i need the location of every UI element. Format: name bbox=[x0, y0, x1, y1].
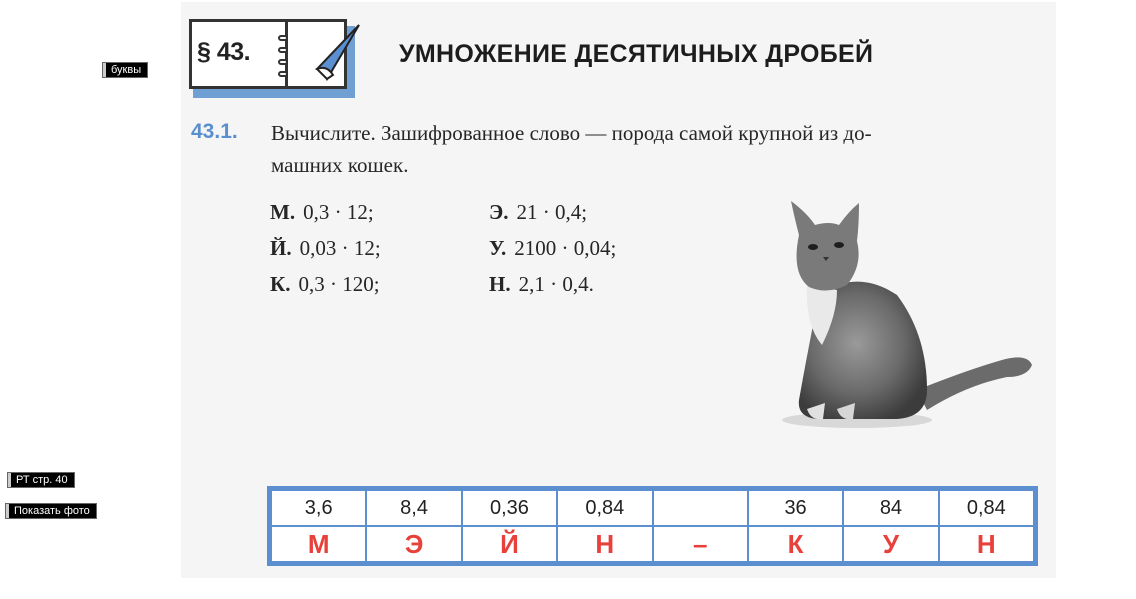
answer-grid bbox=[270, 489, 1035, 563]
answer-letters-row bbox=[271, 526, 1034, 562]
answer-letter-cell: – bbox=[653, 526, 748, 562]
answer-value-cell: 36 bbox=[748, 490, 843, 526]
textbook-page bbox=[181, 2, 1056, 578]
answer-letter-cell: К bbox=[748, 526, 843, 562]
expression-letter: У. bbox=[489, 236, 507, 260]
expression-value: 0,03 · 12; bbox=[299, 236, 381, 260]
answer-value-cell: 8,4 bbox=[366, 490, 461, 526]
expression-letter: Н. bbox=[489, 272, 511, 296]
expression-value: 0,3 · 12; bbox=[303, 200, 374, 224]
expression-value: 2,1 · 0,4. bbox=[518, 272, 594, 296]
notebook-spring-icon bbox=[278, 35, 288, 41]
letters-button[interactable]: буквы bbox=[102, 62, 148, 78]
expression-i bbox=[270, 236, 381, 261]
show-photo-button[interactable]: Показать фото bbox=[5, 503, 97, 519]
answer-value-cell: 84 bbox=[843, 490, 938, 526]
expression-value: 2100 · 0,04; bbox=[514, 236, 617, 260]
answer-value-cell: 0,84 bbox=[557, 490, 652, 526]
expression-m bbox=[270, 200, 374, 225]
expression-value: 21 · 0,4; bbox=[516, 200, 588, 224]
expression-letter: М. bbox=[270, 200, 296, 224]
page-fold-arrow-icon bbox=[309, 21, 365, 83]
expression-e bbox=[489, 200, 587, 225]
answer-value-cell: 3,6 bbox=[271, 490, 366, 526]
expression-n bbox=[489, 272, 594, 297]
answer-value-cell: 0,36 bbox=[462, 490, 557, 526]
answer-values-row bbox=[271, 490, 1034, 526]
notebook-spring-icon bbox=[278, 59, 288, 65]
answer-letter-cell: Н bbox=[939, 526, 1034, 562]
workbook-page-button[interactable]: РТ стр. 40 bbox=[7, 472, 75, 488]
answer-letter-cell: У bbox=[843, 526, 938, 562]
answer-table bbox=[267, 486, 1038, 566]
expression-letter: Э. bbox=[489, 200, 509, 224]
answer-letter-cell: Й bbox=[462, 526, 557, 562]
answer-value-cell: 0,84 bbox=[939, 490, 1034, 526]
answer-letter-cell: Э bbox=[366, 526, 461, 562]
task-text-line-2: машних кошек. bbox=[271, 153, 409, 177]
expression-letter: Й. bbox=[270, 236, 292, 260]
section-title: УМНОЖЕНИЕ ДЕСЯТИЧНЫХ ДРОБЕЙ bbox=[399, 40, 874, 68]
paragraph-number: § 43. bbox=[197, 38, 251, 66]
answer-value-cell bbox=[653, 490, 748, 526]
task-text-line-1: Вычислите. Зашифрованное слово — порода самой крупной из до- bbox=[271, 121, 872, 145]
answer-letter-cell: М bbox=[271, 526, 366, 562]
cat-illustration bbox=[777, 195, 1037, 435]
expression-letter: К. bbox=[270, 272, 291, 296]
notebook-spring-icon bbox=[278, 47, 288, 53]
notebook-spring-icon bbox=[278, 71, 288, 77]
task-number: 43.1. bbox=[191, 120, 238, 143]
expression-value: 0,3 · 120; bbox=[298, 272, 380, 296]
expression-u bbox=[489, 236, 616, 261]
expression-k bbox=[270, 272, 380, 297]
answer-letter-cell: Н bbox=[557, 526, 652, 562]
